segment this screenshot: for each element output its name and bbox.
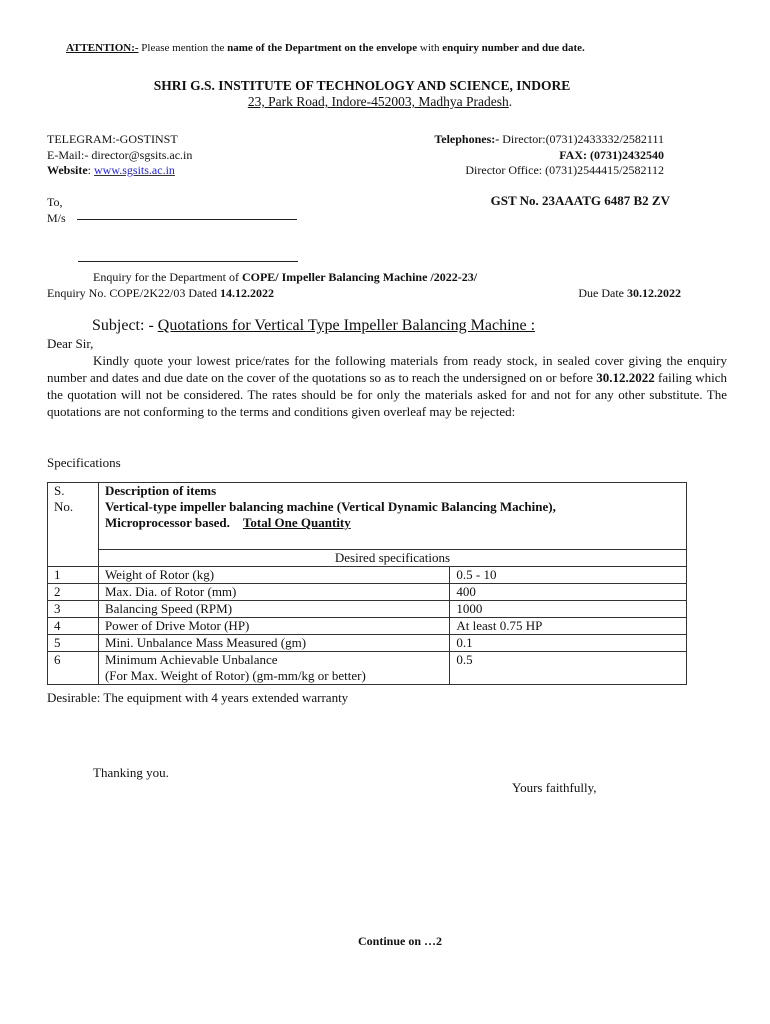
ms-blank-line-2 [78,252,298,270]
director-office: Director Office: (0731)2544415/2582112 [465,163,664,177]
specifications-table [47,482,687,685]
attention-text-3: with [417,42,443,54]
enquiry-department [93,270,477,285]
table-row [48,635,687,652]
due-date-value: 30.12.2022 [627,286,681,300]
paragraph-part-1: Kindly quote your lowest price/rates for the following materials from ready stock, in sealed cover giving the enquiry number and dates and due date on the cover of the quotations so as to reach the undersigned on or before [47,353,727,385]
subject-prefix: Subject: - [92,317,158,334]
paragraph-date: 30.12.2022 [596,370,655,385]
subject-text: Quotations for Vertical Type Impeller Balancing Machine : [157,317,536,334]
enquiry-no-date: 14.12.2022 [220,286,274,300]
row-param: Max. Dia. of Rotor (mm) [98,584,449,601]
salutation: Dear Sir, [47,336,94,351]
desired-header-row [48,550,687,567]
desirable-note: Desirable: The equipment with 4 years extended warranty [47,690,349,705]
enquiry-number [47,286,274,301]
enquiry-dept-prefix: Enquiry for the Department of [93,270,242,284]
row-sno: 4 [48,618,99,635]
row-param: Power of Drive Motor (HP) [98,618,449,635]
attention-label: ATTENTION:- [66,42,139,54]
subject-line [92,317,535,335]
institute-address: 23, Park Road, Indore-452003, Madhya Pradesh [247,94,509,109]
institute-name: SHRI G.S. INSTITUTE OF TECHNOLOGY AND SCIENCE, INDORE [153,78,571,93]
website-label: Website [47,163,88,177]
row-param: Weight of Rotor (kg) [98,567,449,584]
yours-faithfully: Yours faithfully, [512,780,597,795]
row-value: 0.1 [450,635,687,652]
letter-paragraph [47,352,727,420]
row-value: 0.5 [450,652,687,685]
description-header-cell [98,483,686,550]
ms-line [47,211,297,226]
item-title: Vertical-type impeller balancing machine (Vertical Dynamic Balancing Machine), [104,499,556,514]
row-param-note: (For Max. Weight of Rotor) (gm-mm/kg or better) [104,668,366,683]
institute-address-dot: . [508,94,513,109]
row-value: 1000 [450,601,687,618]
attention-text-2: name of the Department on the envelope [227,42,418,54]
sno-header-line-1: S. [54,483,65,498]
thanking-you: Thanking you. [93,765,169,780]
ms-blank-line-1 [77,218,297,220]
table-row [48,652,687,685]
desired-header: Desired specifications [98,550,686,567]
fax: FAX: (0731)2432540 [559,148,664,162]
row-sno: 1 [48,567,99,584]
website-sep: : [87,163,95,177]
letter-body [47,352,727,420]
row-sno: 3 [48,601,99,618]
description-header: Description of items [104,483,217,498]
telegram: TELEGRAM:-GOSTINST [47,132,178,146]
row-value: At least 0.75 HP [450,618,687,635]
continue-note: Continue on …2 [358,934,443,948]
attention-text-4: enquiry number and due date. [442,42,585,54]
attention-text-1: Please mention the [138,42,228,54]
row-param: Mini. Unbalance Mass Measured (gm) [98,635,449,652]
enquiry-dept-value: COPE/ Impeller Balancing Machine /2022-23/ [241,270,478,284]
table-row [48,567,687,584]
table-header-row [48,483,687,550]
due-date [578,286,681,301]
specifications-label: Specifications [47,455,121,470]
institute-address-line [0,94,760,110]
row-param-cell [98,652,449,685]
due-prefix: Due Date [578,286,627,300]
row-sno: 5 [48,635,99,652]
table-row [48,618,687,635]
attention-note [66,42,585,54]
sno-header [48,483,99,567]
enquiry-no-prefix: Enquiry No. COPE/2K22/03 Dated [47,286,220,300]
to-label: To, [47,195,63,209]
sno-header-line-2: No. [54,499,74,514]
paragraph-part-2: failing which the quotation will not be considered. The rates should be for only the materials asked for and not for any other substitute. The quotations are not conforming to the terms and conditions given overleaf may be rejected: [47,370,727,419]
telephones-value: Director:(0731)2433332/2582111 [499,132,664,146]
row-sno: 6 [48,652,99,685]
item-sub-line [105,515,680,531]
website-line [47,163,175,178]
row-param: Balancing Speed (RPM) [98,601,449,618]
item-sub: Microprocessor based. [104,515,230,530]
ms-label: M/s [47,211,66,225]
table-row [48,584,687,601]
table-row [48,601,687,618]
website-link[interactable]: www.sgsits.ac.in [94,163,175,177]
row-value: 400 [450,584,687,601]
address-blank-line [78,260,298,262]
email: E-Mail:- director@sgsits.ac.in [47,148,193,162]
row-value: 0.5 - 10 [450,567,687,584]
gst-number: GST No. 23AAATG 6487 B2 ZV [490,193,670,208]
row-sno: 2 [48,584,99,601]
telephones-line [434,132,664,147]
item-quantity: Total One Quantity [242,515,351,530]
row-param: Minimum Achievable Unbalance [104,652,278,667]
telephones-label: Telephones:- [434,132,500,146]
